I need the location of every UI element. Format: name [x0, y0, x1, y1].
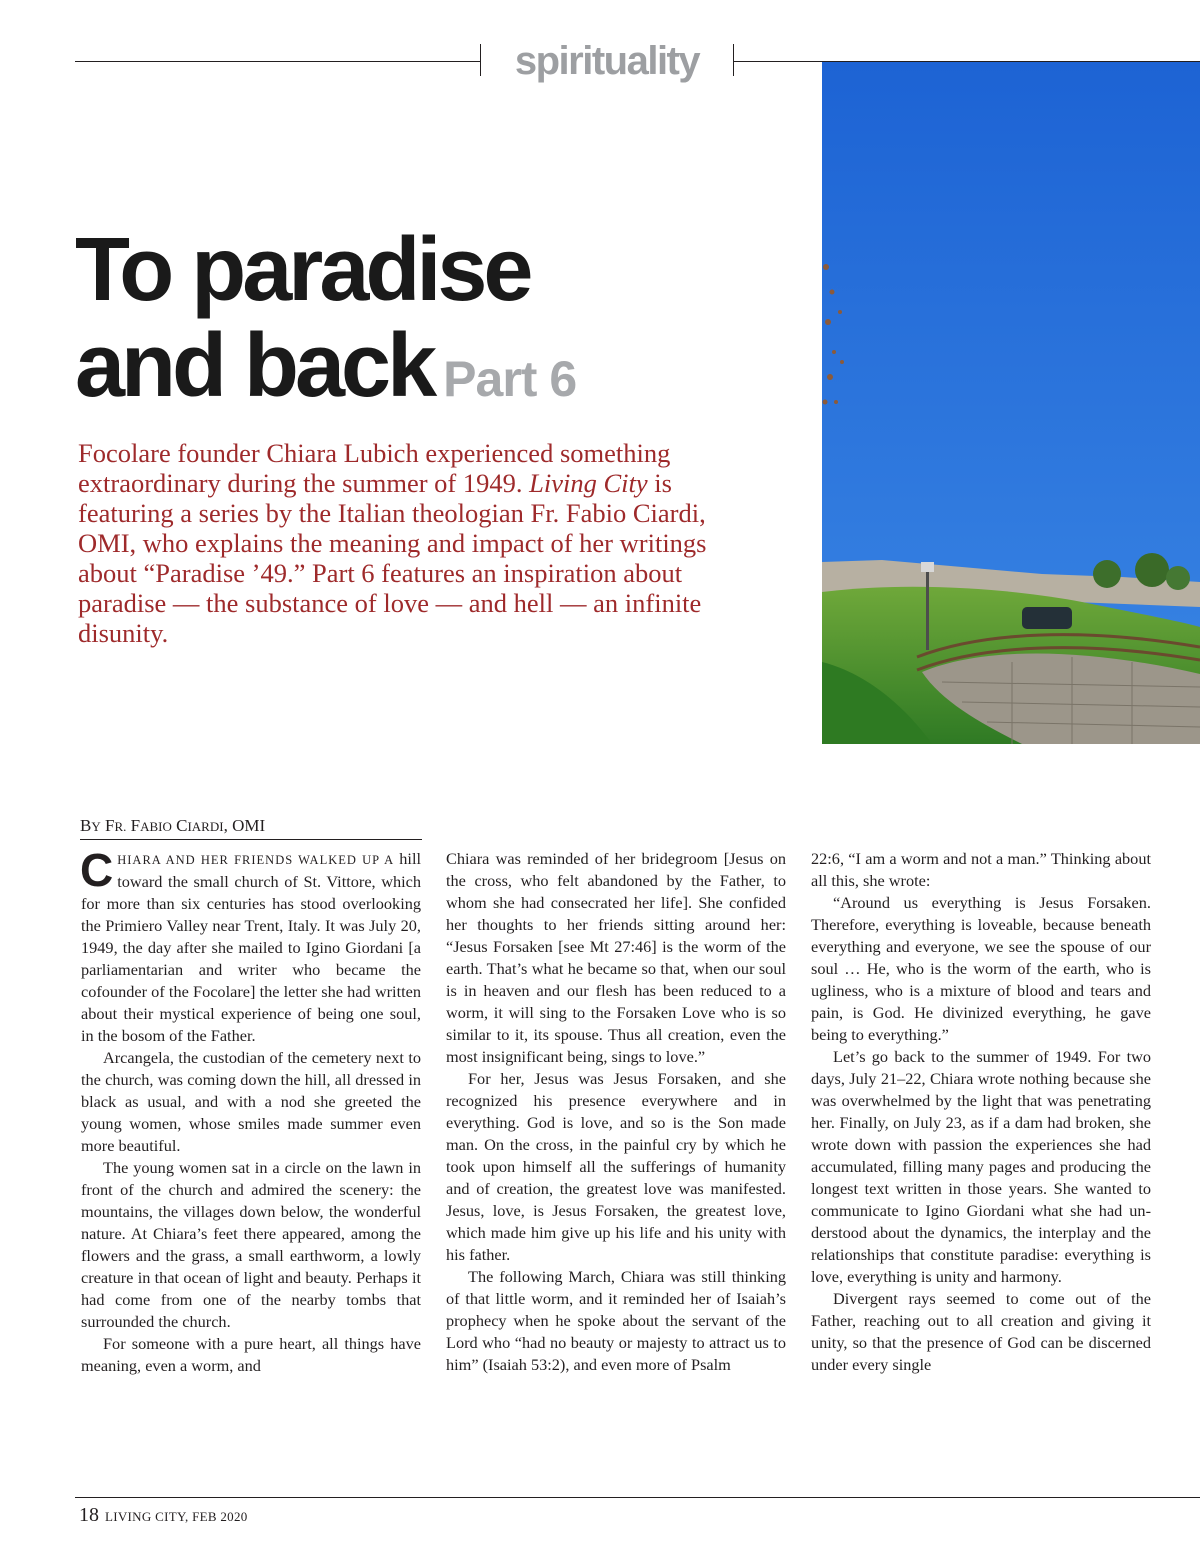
- paragraph-8: Let’s go back to the summer of 1949. For two days, July 21–22, Chiara wrote nothing because she was overwhelmed by the light that was penetrating her. Finally, on July 23, as if a dam had broken, she wrote down with passion the experiences she had accumulated, filling many pages and producing the longest text written in those years. She wanted to communicate to Igino Giordani what she had understood about the dynamics, the interplay and the relationships that constitute paradise: everything is love, everything is unity and harmony.: [811, 1047, 1151, 1286]
- byline-by: B: [80, 816, 92, 835]
- body-column-2: [446, 848, 786, 1376]
- section-tick-right: [733, 44, 734, 76]
- byline-first-sc: ABIO: [140, 819, 172, 834]
- article-deck: [78, 438, 728, 648]
- byline-fr: F: [100, 816, 115, 835]
- tree-2: [1135, 553, 1169, 587]
- byline: [80, 816, 422, 840]
- paragraph-1-rest: hill toward the small church of St. Vittore, which for more than six centuries has stood overlooking the Primiero Valley near Trent, Italy. It was July 20, 1949, the day after she mailed to Igino Giordani [a parliamentarian and writer who became the cofounder of the Focolare] the letter she had written about their mystical experience of being one soul, in the bosom of the Father.: [81, 849, 421, 1045]
- paragraph-6-start: The following March, Chiara was still thinking of that little worm, and it reminded her of Isaiah’s prophecy when he spoke about the servant of the Lord who “had no beauty or majesty to attract us to him” (Isaiah 53:2), and even more of Psalm: [446, 1267, 786, 1374]
- church-hill-illustration: [822, 62, 1200, 744]
- section-tick-left: [480, 44, 481, 76]
- deck-before-italic: Focolare founder Chiara Lubich experienced something extraordinary during the summer of 1949.: [78, 438, 671, 498]
- page-footer: [79, 1503, 248, 1529]
- byline-last: C: [171, 816, 188, 835]
- lamppost: [926, 570, 929, 650]
- deck-text: [78, 438, 728, 648]
- title-line-1: To paradise: [75, 220, 530, 320]
- byline-first: F: [126, 816, 141, 835]
- paragraph-9: Divergent rays seemed to come out of the Father, reaching out to all creation and giving it unity, so that the presence of God can be discerned under every single: [811, 1289, 1151, 1374]
- tree-1: [1093, 560, 1121, 588]
- title-line-2-text: and back: [75, 316, 434, 416]
- paragraph-4-cont: Chiara was reminded of her bridegroom [Jesus on the cross, who felt abandoned by the Father, to whom she had consecrated her life]. She confided her thoughts to her friends sitting around her: “Jesus Forsaken [see Mt 27:46] is the worm of the earth. That’s what he became so that, when our soul is in heaven and our flesh has been reduced to a worm, it will sing to the Forsaken Love who is so similar to it, its spouse. Thus all creation, even the most insignificant being, sings to love.”: [446, 849, 786, 1066]
- byline-fr-sc: R.: [114, 819, 127, 834]
- paragraph-2: Arcangela, the custodian of the cemetery next to the church, was coming down the hill, all dressed in black as usual, and with a nod she greeted the young women, whose smiles made summer even more beautiful.: [81, 1048, 421, 1155]
- byline-by-sc: Y: [91, 819, 101, 834]
- church-hill-photo: [822, 62, 1200, 744]
- byline-order: , OMI: [223, 816, 266, 835]
- publication-line: LIVING CITY, FEB 2020: [105, 1509, 248, 1524]
- drop-cap: C: [80, 844, 114, 896]
- deck-italic: Living City: [529, 468, 648, 498]
- paragraph-3: The young women sat in a circle on the lawn in front of the church and admired the scenery: the mountains, the villages down below, the wonderful nature. At Chiara’s feet there appeared, among the flowers and the grass, a small earthworm, a lowly creature in that ocean of light and beauty. Perhaps it had come from one of the nearby tombs that surrounded the church.: [81, 1158, 421, 1331]
- parked-car: [1022, 607, 1072, 629]
- section-label: spirituality: [514, 39, 700, 83]
- deck-after-italic: is featuring a series by the Italian theologian Fr. Fabio Ciardi, OMI, who explains the meaning and impact of her writings about “Paradise ’49.” Part 6 features an inspiration about paradise — the substance of love — and hell — an infinite disunity.: [78, 468, 707, 648]
- article-title: [75, 222, 815, 427]
- lead-smallcaps: HIARA AND HER FRIENDS WALKED UP A: [117, 853, 395, 867]
- title-part: Part 6: [443, 351, 577, 407]
- section-rule-left: [75, 61, 480, 62]
- title-line-2: [75, 318, 815, 427]
- tree-3: [1166, 566, 1190, 590]
- paragraph-5: For her, Jesus was Jesus Forsaken, and she recognized his presence everywhere and in everything. God is love, and so is the Son made man. On the cross, in the painful cry by which he took upon himself all the sufferings of humanity and of creation, the greatest love was manifested. Jesus, love, is Jesus Forsaken, the greatest love, which made him give up his life and his unity with his father.: [446, 1069, 786, 1264]
- paragraph-1: [80, 844, 421, 1047]
- paragraph-7: “Around us everything is Jesus Forsaken. Therefore, everything is loveable, because beneath everything and everyone, we see the spouse of our soul … He, who is the worm of the earth, who is ugliness, who is a mixture of blood and tears and pain, is God. He divinized everything, he gave being to everything.”: [811, 893, 1151, 1044]
- paragraph-4-start: For someone with a pure heart, all things have meaning, even a worm, and: [81, 1334, 421, 1375]
- footer-rule: [75, 1497, 1200, 1498]
- page-number: 18: [79, 1504, 99, 1526]
- paragraph-6-cont: 22:6, “I am a worm and not a man.” Thinking about all this, she wrote:: [811, 849, 1151, 890]
- lamp: [921, 562, 934, 572]
- byline-last-sc: IARDI: [187, 819, 224, 834]
- body-column-1: [80, 844, 421, 1377]
- body-column-3: [811, 848, 1151, 1376]
